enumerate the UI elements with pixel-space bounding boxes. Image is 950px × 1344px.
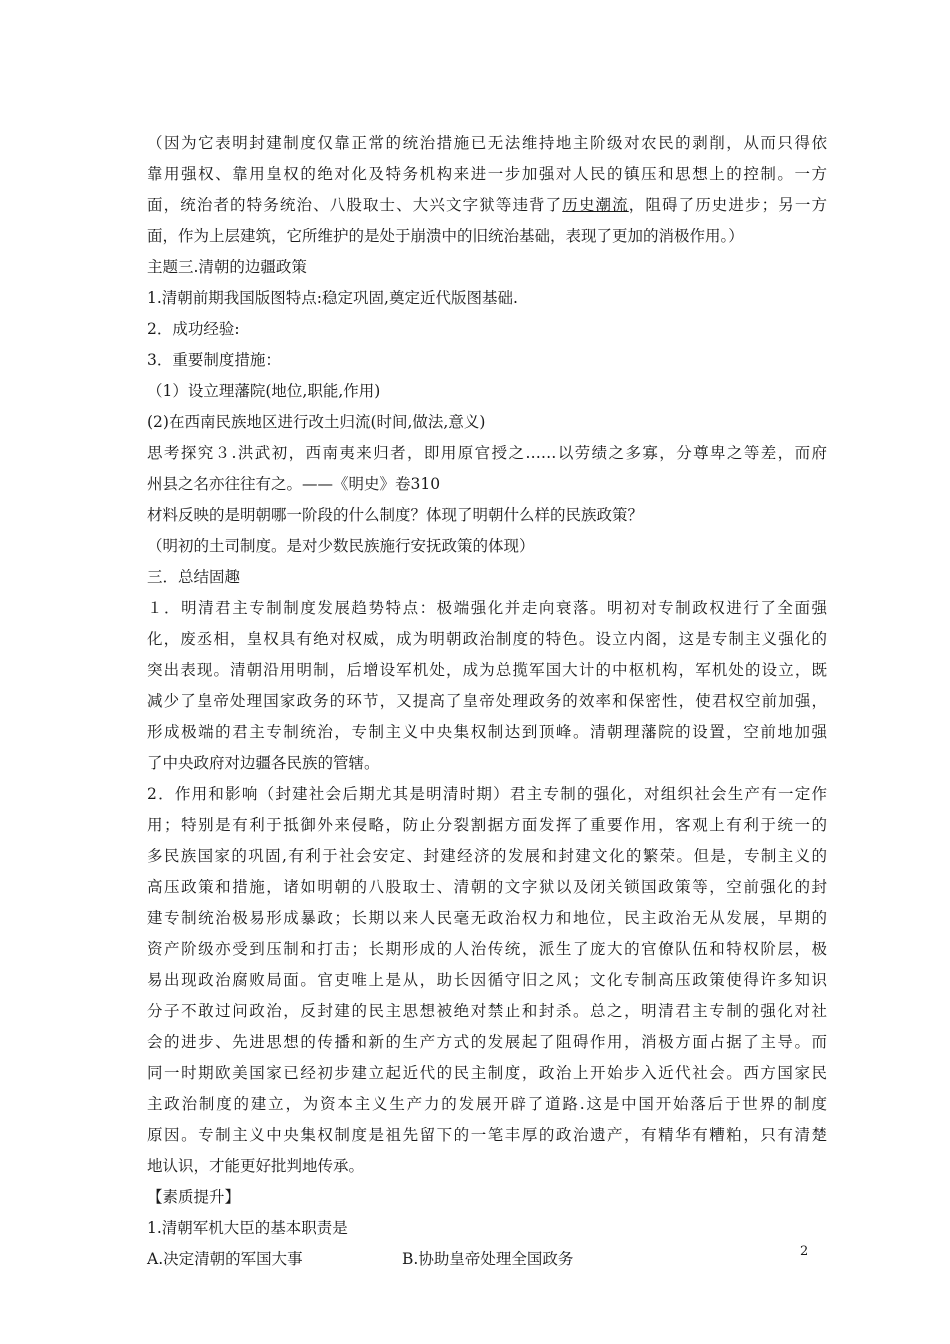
paragraph-line: 用；特别是有利于抵御外来侵略，防止分裂割据方面发挥了重要作用，客观上有利于统一的	[147, 816, 827, 834]
think-question-line: 思考探究３.洪武初，西南夷来归者，即用原官授之……以劳绩之多寡，分尊卑之等差，而府	[147, 444, 827, 462]
sub-list-item: (2)在西南民族地区进行改土归流(时间,做法,意义)	[147, 413, 486, 431]
paragraph-line: 形成极端的君主专制统治，专制主义中央集权制达到顶峰。清朝理藩院的设置，空前地加强	[147, 723, 827, 741]
document-body	[147, 128, 827, 1275]
think-question-line: 州县之名亦往往有之。——《明史》卷310	[147, 475, 441, 493]
paragraph-line: 地认识，才能更好批判地传承。	[147, 1157, 365, 1175]
paragraph-line: 易出现政治腐败局面。官吏唯上是从，助长因循守旧之风；文化专制高压政策使得许多知识	[147, 971, 827, 989]
paragraph-line: 面，作为上层建筑，它所维护的是处于崩溃中的旧统治基础，表现了更加的消极作用。）	[147, 227, 744, 245]
paragraph-line: 靠用强权、靠用皇权的绝对化及特务机构来进一步加强对人民的镇压和思想上的控制。一方	[147, 165, 827, 183]
paragraph-line: 建专制统治极易形成暴政；长期以来人民毫无政治权力和地位，民主政治无从发展，早期的	[147, 909, 827, 927]
choice-row	[147, 1244, 827, 1275]
paragraph-line: 高压政策和措施，诸如明朝的八股取士、清朝的文字狱以及闭关锁国政策等，空前强化的封	[147, 878, 827, 896]
list-item: 3．重要制度措施：	[147, 351, 281, 369]
paragraph-line: 2．作用和影响（封建社会后期尤其是明清时期）君主专制的强化，对组织社会生产有一定作	[147, 785, 827, 803]
underlined-term: 历史潮流	[562, 196, 629, 214]
list-item: 1.清朝前期我国版图特点:稳定巩固,奠定近代版图基础.	[147, 289, 518, 307]
section-heading-summary: 三．总结固趣	[147, 568, 241, 586]
paragraph-line: 资产阶级亦受到压制和打击；长期形成的人治传统，派生了庞大的官僚队伍和特权阶层，极	[147, 940, 827, 958]
choice-option-b: B.协助皇帝处理全国政务	[402, 1250, 574, 1268]
paragraph-line: 主政治制度的建立，为资本主义生产力的发展开辟了道路.这是中国开始落后于世界的制度	[147, 1095, 827, 1113]
paragraph-line: 分子不敢过问政治，反封建的民主思想被绝对禁止和封杀。总之，明清君主专制的强化对社	[147, 1002, 827, 1020]
paragraph-line: 化，废丞相，皇权具有绝对权威，成为明朝政治制度的特色。设立内阁，这是专制主义强化的	[147, 630, 827, 648]
paragraph-line: 会的进步、先进思想的传播和新的生产方式的发展起了阻碍作用，消极方面占据了主导。而	[147, 1033, 827, 1051]
paragraph-line: 同一时期欧美国家已经初步建立起近代的民主制度，政治上开始步入近代社会。西方国家民	[147, 1064, 827, 1082]
paragraph-line: 原因。专制主义中央集权制度是祖先留下的一笔丰厚的政治遗产，有精华有糟粕，只有清楚	[147, 1126, 827, 1144]
answer-text: （明初的土司制度。是对少数民族施行安抚政策的体现）	[147, 537, 535, 555]
page-number: 2	[800, 1244, 809, 1259]
paragraph-line: 减少了皇帝处理国家政务的环节，又提高了皇帝处理政务的效率和保密性，使君权空前加强，	[147, 692, 827, 710]
paragraph-line: 了中央政府对边疆各民族的管辖。	[147, 754, 380, 772]
paragraph-line: １．明清君主专制制度发展趋势特点：极端强化并走向衰落。明初对专制政权进行了全面强	[147, 599, 827, 617]
section-heading-theme3: 主题三.清朝的边疆政策	[147, 258, 307, 276]
paragraph-line: 突出表现。清朝沿用明制，后增设军机处，成为总揽军国大计的中枢机构，军机处的设立，既	[147, 661, 827, 679]
paragraph-line: 多民族国家的巩固,有利于社会安定、封建经济的发展和封建文化的繁荣。但是，专制主义的	[147, 847, 827, 865]
question-stem: 1.清朝军机大臣的基本职责是	[147, 1219, 348, 1237]
section-heading-quality: 【素质提升】	[147, 1188, 241, 1206]
paragraph-line: （因为它表明封建制度仅靠正常的统治措施已无法维持地主阶级对农民的剥削，从而只得依	[147, 134, 827, 152]
sub-list-item: （1）设立理藩院(地位,职能,作用)	[147, 382, 381, 400]
text-run: ，阻碍了历史进步；另一方	[628, 196, 827, 214]
choice-option-a: A.决定清朝的军国大事	[147, 1250, 303, 1268]
text-run: 面，统治者的特务统治、八股取士、大兴文字狱等违背了	[147, 196, 563, 214]
question-text: 材料反映的是明朝哪一阶段的什么制度？体现了明朝什么样的民族政策？	[147, 506, 644, 524]
paragraph-line	[147, 190, 827, 221]
list-item: 2．成功经验:	[147, 320, 240, 338]
